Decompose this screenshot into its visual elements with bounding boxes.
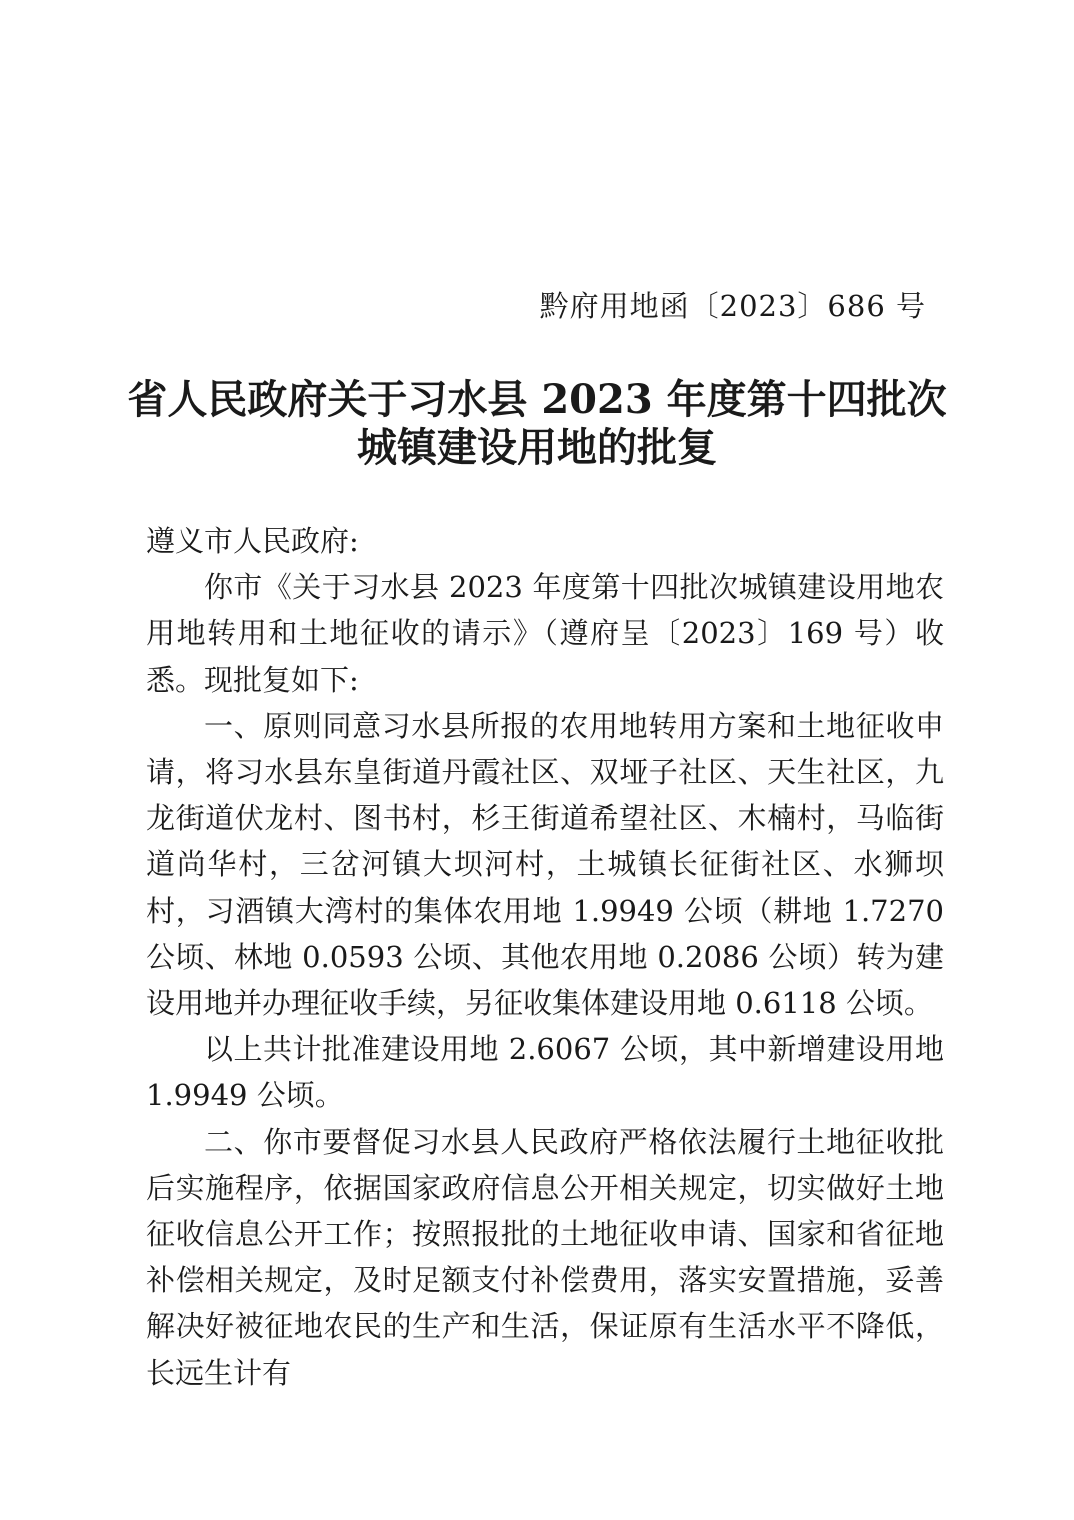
paragraph-acknowledgement: 你市《关于习水县 2023 年度第十四批次城镇建设用地农用地转用和土地征收的请示》（遵府呈〔2023〕169 号）收悉。现批复如下: [146, 570, 944, 697]
title-line-2: 城镇建设用地的批复 [357, 424, 717, 471]
paragraph-implementation: 二、你市要督促习水县人民政府严格依法履行土地征收批后实施程序，依据国家政府信息公开相关规定，切实做好土地征收信息公开工作；按照报批的土地征收申请、国家和省征地补偿相关规定，及时足额支付补偿费用，落实安置措施，妥善解决好被征地农民的生产和生活，保证原有生活水平不降低，长远生计有 [146, 1124, 944, 1390]
document-title [0, 376, 1074, 472]
paragraph-total: 以上共计批准建设用地 2.6067 公顷，其中新增建设用地 1.9949 公顷。 [146, 1032, 944, 1113]
salutation: 遵义市人民政府: [146, 524, 359, 558]
paragraph-approval: 一、原则同意习水县所报的农用地转用方案和土地征收申请，将习水县东皇街道丹霞社区、双垭子社区、天生社区，九龙街道伏龙村、图书村，杉王街道希望社区、木楠村，马临街道尚华村，三岔河镇大坝河村，土城镇长征街社区、水狮坝村，习酒镇大湾村的集体农用地 1.9949 公顷（耕地 1.7270 公顷、林地 0.0593 公顷、其他农用地 0.2086 公顷）转为建设用地并办理征收手续，另征收集体建设用地 0.6118 公顷。 [146, 708, 944, 1021]
document-number: 黔府用地函〔2023〕686 号 [539, 289, 926, 323]
title-line-1: 省人民政府关于习水县 2023 年度第十四批次 [127, 376, 947, 423]
document-body [146, 518, 944, 1396]
